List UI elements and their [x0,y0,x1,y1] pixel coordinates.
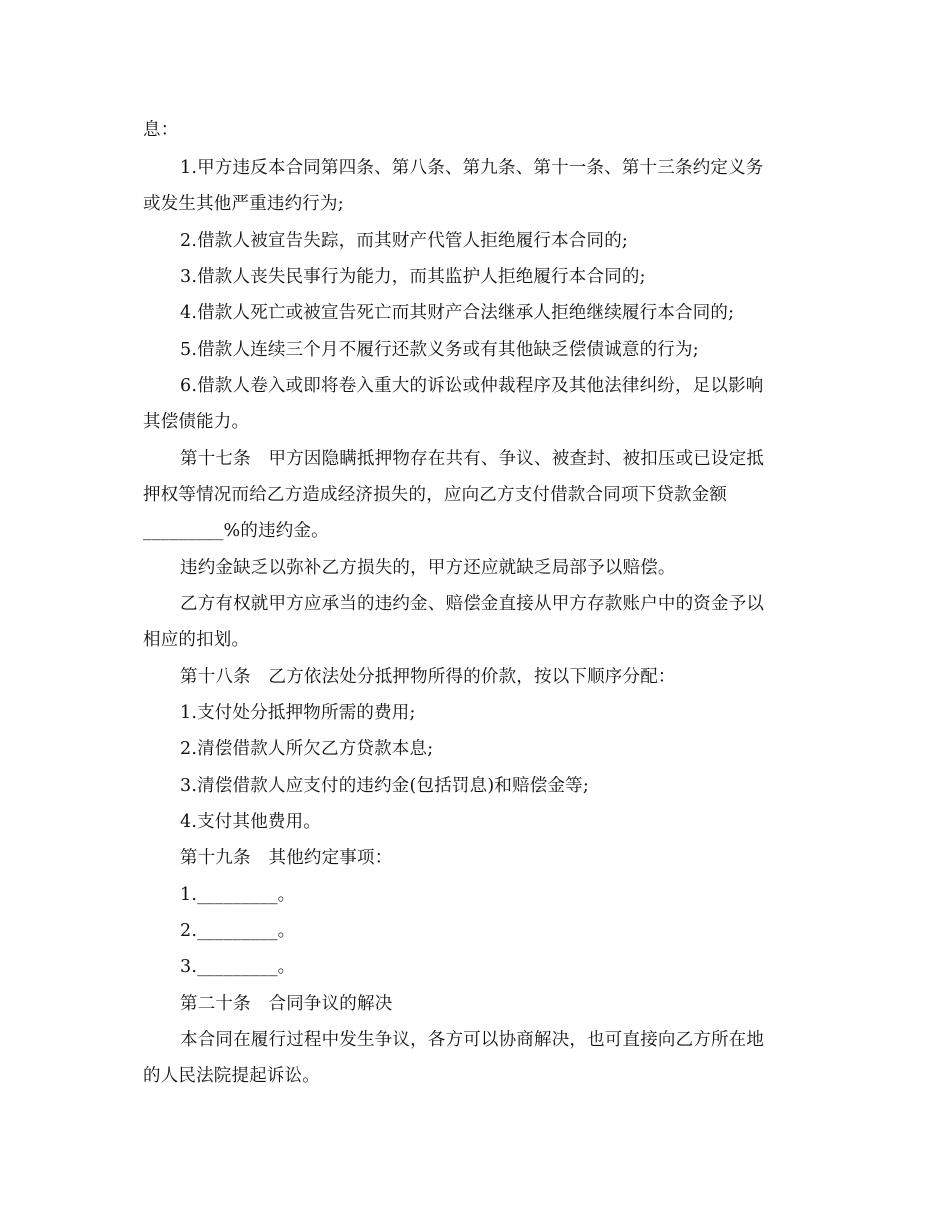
text-line: 押权等情况而给乙方造成经济损失的，应向乙方支付借款合同项下贷款金额 [143,485,728,505]
text-line: 4.支付其他费用。 [180,812,321,832]
text-line: 5.借款人连续三个月不履行还款义务或有其他缺乏偿债诚意的行为; [180,340,699,360]
text-line: 本合同在履行过程中发生争议，各方可以协商解决，也可直接向乙方所在地 [180,1030,765,1050]
text-line: 1.支付处分抵押物所需的费用; [180,703,416,723]
text-line: 第二十条 合同争议的解决 [180,994,393,1014]
text-line: 1.甲方违反本合同第四条、第八条、第九条、第十一条、第十三条约定义务 [180,158,764,178]
text-line: 乙方有权就甲方应承当的违约金、赔偿金直接从甲方存款账户中的资金予以 [180,594,765,614]
text-line: 第十八条 乙方依法处分抵押物所得的价款，按以下顺序分配： [180,667,676,687]
text-line: 6.借款人卷入或即将卷入重大的诉讼或仲裁程序及其他法律纠纷，足以影响 [180,376,764,396]
text-line: _________%的违约金。 [143,521,329,541]
text-line: 息： [143,120,179,140]
text-line: 的人民法院提起诉讼。 [143,1066,320,1086]
text-line: 相应的扣划。 [143,630,250,650]
text-line: 1._________。 [180,885,296,905]
text-line: 或发生其他严重违约行为; [143,194,344,214]
text-line: 3.借款人丧失民事行为能力，而其监护人拒绝履行本合同的; [180,267,646,287]
text-line: 2.借款人被宣告失踪，而其财产代管人拒绝履行本合同的; [180,231,628,251]
text-line: 3.清偿借款人应支付的违约金(包括罚息)和赔偿金等; [180,776,589,796]
text-line: 3._________。 [180,957,296,977]
text-line: 2.清偿借款人所欠乙方贷款本息; [180,739,434,759]
text-line: 4.借款人死亡或被宣告死亡而其财产合法继承人拒绝继续履行本合同的; [180,303,735,323]
text-line: 其偿债能力。 [143,412,250,432]
text-line: 第十九条 其他约定事项： [180,848,393,868]
text-line: 2._________。 [180,921,296,941]
text-line: 第十七条 甲方因隐瞒抵押物存在共有、争议、被查封、被扣压或已设定抵 [180,449,765,469]
text-line: 违约金缺乏以弥补乙方损失的，甲方还应就缺乏局部予以赔偿。 [180,558,676,578]
